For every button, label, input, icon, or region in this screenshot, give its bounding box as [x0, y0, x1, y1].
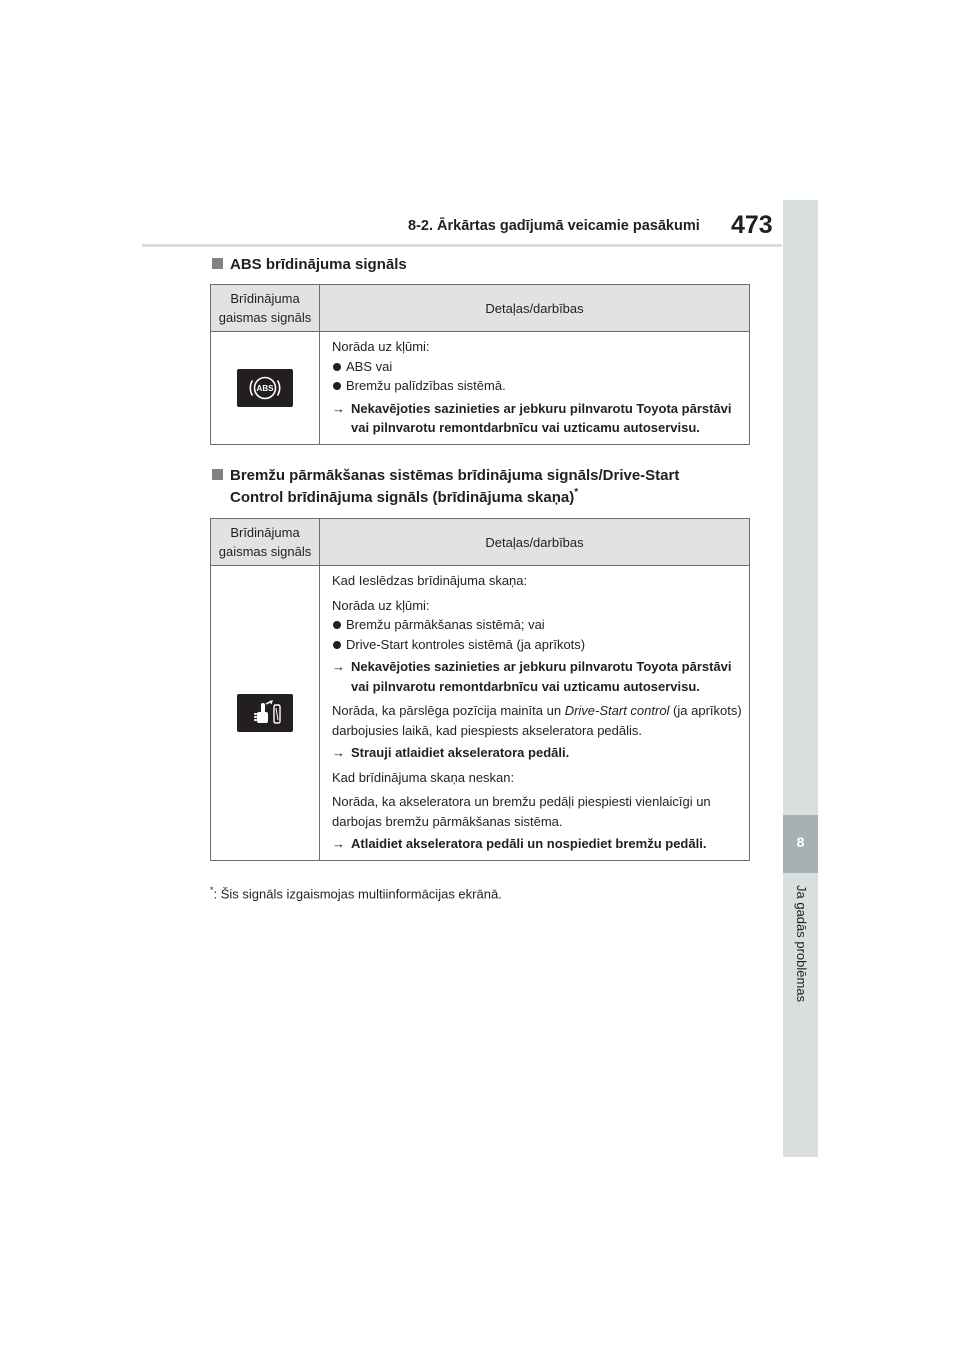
footnote-mark: * — [210, 885, 214, 895]
section-heading-text: ABS brīdinājuma signāls — [230, 256, 407, 273]
list-item: Bremžu palīdzības sistēmā. — [332, 376, 743, 396]
icon-cell — [211, 332, 320, 445]
table-header-row — [211, 285, 750, 332]
column-header-line: Brīdinājuma — [230, 291, 300, 306]
paragraph-italic-text: Drive-Start control — [564, 703, 670, 718]
column-header-line: Brīdinājuma — [230, 525, 300, 540]
square-bullet-icon — [212, 469, 223, 480]
section-heading-brake-override — [212, 465, 679, 509]
square-bullet-icon — [212, 258, 223, 269]
action-text: Strauji atlaidiet akseleratora pedāli. — [351, 745, 570, 760]
arrow-right-icon: → — [332, 745, 345, 760]
section-heading-abs — [212, 254, 407, 276]
table-row — [211, 332, 750, 445]
list-item: ABS vai — [332, 357, 743, 377]
arrow-right-icon: → — [332, 836, 345, 851]
details-paragraph: Norāda, ka akseleratora un bremžu pedāļi piespiesti vienlaicīgi un darbojas bremžu pārmākšanas sistēma. — [332, 794, 711, 829]
page-number: 473 — [731, 211, 773, 239]
column-header-details: Detaļas/darbības — [320, 519, 750, 566]
column-header-signal — [211, 519, 320, 566]
section-heading-text: Control brīdinājuma signāls (brīdinājuma skaņa) — [230, 489, 575, 506]
action-text: Nekavējoties sazinieties ar jebkuru pilnvarotu Toyota pārstāvi vai pilnvarotu remontdarbnīcu vai uzticamu autoservisu. — [351, 400, 732, 435]
abs-warning-icon — [237, 369, 293, 407]
section-heading-text: Bremžu pārmākšanas sistēmas brīdinājuma signāls/Drive-Start — [230, 467, 680, 484]
action-text: Atlaidiet akseleratora pedāli un nospiediet bremžu pedāli. — [351, 836, 707, 851]
column-header-line: gaismas signāls — [218, 310, 312, 325]
footnote — [210, 885, 502, 901]
details-paragraph: Kad Ieslēdzas brīdinājuma skaņa: — [332, 573, 528, 588]
list-item: Bremžu pārmākšanas sistēmā; vai — [332, 615, 743, 635]
column-header-signal — [211, 285, 320, 332]
arrow-right-icon: → — [332, 400, 345, 416]
section-title: 8-2. Ārkārtas gadījumā veicamie pasākumi — [408, 218, 700, 234]
header-divider — [142, 244, 782, 247]
footnote-mark: * — [574, 487, 579, 498]
table-header-row — [211, 519, 750, 566]
icon-cell — [211, 566, 320, 861]
action-instruction — [332, 657, 743, 696]
details-paragraph: Kad brīdinājuma skaņa neskan: — [332, 769, 515, 785]
chapter-title: Ja gadās problēmas — [794, 885, 809, 1003]
footnote-text: : Šis signāls izgaismojas multiinformācijas ekrānā. — [213, 886, 502, 902]
table-row — [211, 566, 750, 861]
brake-override-warning-icon — [237, 694, 293, 732]
details-cell — [320, 566, 750, 861]
column-header-details: Detaļas/darbības — [320, 285, 750, 332]
abs-warning-table — [210, 284, 750, 445]
paragraph-text: Norāda, ka pārslēga pozīcija mainīta un — [332, 703, 565, 718]
paragraph-text: (ja aprīkots) darbojusies laikā, kad piespiests akseleratora pedālis. — [332, 703, 742, 738]
chapter-side-tab — [783, 200, 818, 1157]
action-text: Nekavējoties sazinieties ar jebkuru pilnvarotu Toyota pārstāvi vai pilnvarotu remontdarbnīcu vai uzticamu autoservisu. — [351, 659, 732, 694]
chapter-number: 8 — [796, 834, 805, 850]
details-paragraph: Norāda uz kļūmi: — [332, 597, 430, 613]
abs-icon-label: ABS — [256, 383, 274, 393]
action-instruction — [332, 834, 743, 854]
details-intro: Norāda uz kļūmi: — [332, 339, 430, 354]
column-header-line: gaismas signāls — [218, 544, 312, 559]
action-instruction — [332, 743, 743, 763]
details-cell — [320, 332, 750, 445]
list-item: Drive-Start kontroles sistēmā (ja aprīkots) — [332, 635, 743, 655]
action-instruction — [332, 399, 743, 438]
arrow-right-icon: → — [332, 659, 345, 674]
brake-override-warning-table — [210, 518, 750, 861]
details-paragraph — [332, 701, 743, 740]
